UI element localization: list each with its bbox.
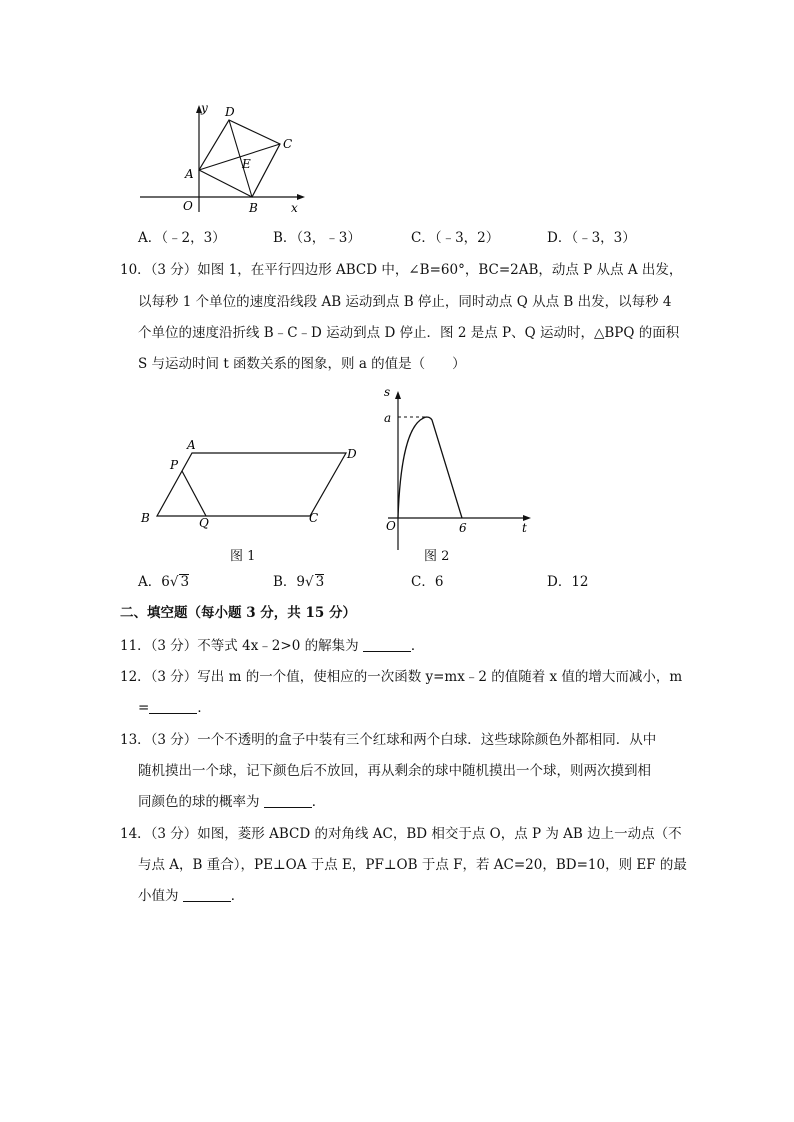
q13-line-2: 随机摸出一个球，记下颜色后不放回，再从剩余的球中随机摸出一个球，则两次摸到相 <box>138 763 651 779</box>
q10-option-a <box>138 573 189 591</box>
segment-pq <box>182 471 206 516</box>
quadrilateral-abcd <box>199 120 280 197</box>
s-axis-arrow <box>395 391 401 399</box>
sqrt-icon: √ <box>169 574 179 590</box>
fig1-label-p: P <box>170 458 179 472</box>
q10-line-1: 10．（3 分）如图 1，在平行四边形 ABCD 中，∠B=60°，BC=2AB，动点 P 从点 A 出发， <box>120 262 683 278</box>
q9-option-c: C．（﹣3，2） <box>411 230 500 246</box>
fig1-label-a: A <box>187 438 196 452</box>
q12-end: ． <box>197 700 211 716</box>
q10-line-2: 以每秒 1 个单位的速度沿线段 AB 运动到点 B 停止，同时动点 Q 从点 B 出发，以每秒 4 <box>138 294 672 310</box>
label-b: B <box>249 201 258 215</box>
x-axis-arrow <box>297 194 305 200</box>
q12-answer-blank[interactable] <box>149 699 197 714</box>
fig1-label-c: C <box>309 511 319 525</box>
q10-option-d: D．12 <box>547 574 589 590</box>
q9-option-b: B．（3，﹣3） <box>273 230 361 246</box>
label-c: C <box>283 137 293 151</box>
fig2-label-o: O <box>386 519 396 533</box>
q11-text: 11．（3 分）不等式 4x﹣2>0 的解集为 <box>120 638 359 654</box>
label-x: x <box>291 201 298 215</box>
q14-line-1: 14．（3 分）如图，菱形 ABCD 的对角线 AC，BD 相交于点 O，点 P 为 AB 边上一动点（不 <box>120 826 682 842</box>
fig1-label-d: D <box>347 447 357 461</box>
q13-end: ． <box>311 794 326 810</box>
q10-figure-1-caption: 图 1 <box>230 549 256 564</box>
label-e: E <box>242 157 251 171</box>
q13-answer-blank[interactable] <box>264 793 312 808</box>
q11 <box>120 637 424 655</box>
q14-line-3 <box>138 887 244 905</box>
q14-end: ． <box>230 888 245 904</box>
fig2-label-a: a <box>384 411 392 425</box>
q11-end: ． <box>410 638 425 654</box>
fig2-label-6: 6 <box>459 521 467 535</box>
q10-option-a-radicand: 3 <box>180 574 190 590</box>
q10-figure-2-caption: 图 2 <box>424 549 450 564</box>
q12-line-2 <box>138 699 211 717</box>
q10-line-4: S 与运动时间 t 函数关系的图象，则 a 的值是（ ） <box>138 356 466 372</box>
section-2-title: 二、填空题（每小题 3 分，共 15 分） <box>120 605 356 621</box>
q10-figure-2 <box>378 380 538 550</box>
fig2-label-s: s <box>384 385 391 399</box>
q12-line-1: 12．（3 分）写出 m 的一个值，使相应的一次函数 y=mx﹣2 的值随着 x 值的增大而减小，m <box>120 669 683 685</box>
label-a: A <box>185 167 194 181</box>
q9-figure <box>135 100 315 216</box>
q11-answer-blank[interactable] <box>363 637 411 652</box>
sqrt-icon: √ <box>305 574 314 590</box>
q10-line-3: 个单位的速度沿折线 B﹣C﹣D 运动到点 D 停止．图 2 是点 P、Q 运动时，△BPQ 的面积 <box>138 325 680 341</box>
q13-line-1: 13．（3 分）一个不透明的盒子中装有三个红球和两个白球．这些球除颜色外都相同．从中 <box>120 732 657 748</box>
q13-text: 同颜色的球的概率为 <box>138 794 260 810</box>
fig2-label-t: t <box>522 521 527 535</box>
q14-text: 小值为 <box>138 888 179 904</box>
q14-line-2: 与点 A，B 重合），PE⊥OA 于点 E，PF⊥OB 于点 F，若 AC=20，BD=10，则 EF 的最 <box>138 857 687 873</box>
q13-line-3 <box>138 793 325 811</box>
q10-option-c: C．6 <box>411 574 444 590</box>
graph-curve <box>398 417 462 518</box>
parallelogram-abcd <box>157 453 346 516</box>
fig1-label-b: B <box>141 511 150 525</box>
label-d: D <box>225 105 235 119</box>
q12-eq: = <box>138 700 150 716</box>
label-o: O <box>183 199 193 213</box>
q10-option-b-radicand: 3 <box>315 574 325 590</box>
q10-figure-1 <box>135 438 365 530</box>
q9-option-d: D．（﹣3，3） <box>547 230 636 246</box>
fig1-label-q: Q <box>199 516 209 530</box>
q10-option-b-prefix: B．9 <box>273 574 306 590</box>
q10-option-b <box>273 573 324 591</box>
q14-answer-blank[interactable] <box>183 887 231 902</box>
label-y: y <box>201 101 208 115</box>
q9-option-a: A．（﹣2，3） <box>138 230 226 246</box>
q10-option-a-prefix: A．6 <box>138 574 170 590</box>
